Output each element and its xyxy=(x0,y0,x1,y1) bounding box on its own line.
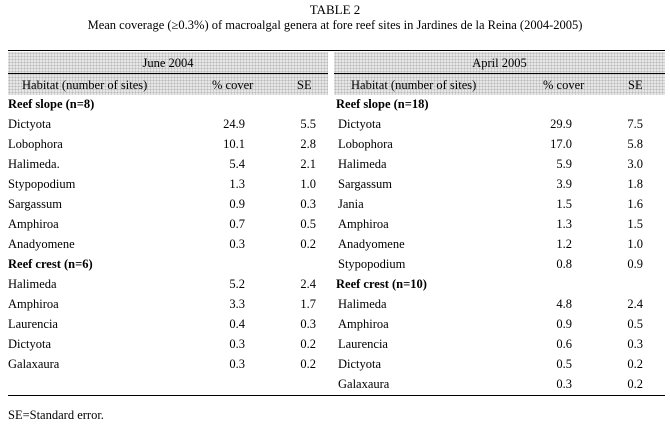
col-habitat-right: Habitat (number of sites) xyxy=(351,78,477,92)
se-value: 1.0 xyxy=(300,177,316,191)
cover-value: 0.7 xyxy=(229,217,245,231)
table-top-rule xyxy=(8,50,665,51)
genus-name: Halimeda xyxy=(338,297,387,311)
se-value: 0.5 xyxy=(627,317,643,331)
cover-value: 3.3 xyxy=(229,297,245,311)
se-value: 2.4 xyxy=(300,277,316,291)
table-title: TABLE 2 xyxy=(309,2,361,17)
genus-name: Laurencia xyxy=(8,317,58,331)
genus-name: Galaxaura xyxy=(338,377,390,391)
period-underline-left xyxy=(8,73,328,74)
genus-name: Dictyota xyxy=(8,337,52,351)
genus-name: Anadyomene xyxy=(338,237,405,251)
se-value: 1.0 xyxy=(627,237,643,251)
genus-name: Galaxaura xyxy=(8,357,60,371)
se-value: 5.5 xyxy=(300,117,316,131)
se-value: 2.4 xyxy=(627,297,643,311)
table-caption: Mean coverage (≥0.3%) of macroalgal genera at fore reef sites in Jardines de la Reina (2004-2005) xyxy=(87,18,583,32)
cover-value: 0.3 xyxy=(229,337,245,351)
genus-name: Lobophora xyxy=(338,137,393,151)
cover-value: 17.0 xyxy=(550,137,572,151)
genus-name: Halimeda xyxy=(338,157,387,171)
cover-value: 0.3 xyxy=(229,357,245,371)
genus-name: Dictyota xyxy=(338,117,382,131)
se-value: 0.2 xyxy=(627,357,643,371)
genus-name: Halimeda. xyxy=(8,157,60,171)
genus-name: Jania xyxy=(338,197,364,211)
se-value: 3.0 xyxy=(627,157,643,171)
cover-value: 0.6 xyxy=(556,337,572,351)
se-value: 7.5 xyxy=(627,117,643,131)
col-se-left: SE xyxy=(297,78,312,92)
cover-value: 0.3 xyxy=(229,237,245,251)
cover-value: 0.9 xyxy=(229,197,245,211)
cover-value: 10.1 xyxy=(223,137,245,151)
cover-value: 0.3 xyxy=(556,377,572,391)
genus-name: Dictyota xyxy=(338,357,382,371)
col-cover-right: % cover xyxy=(543,78,585,92)
genus-name: Amphiroa xyxy=(8,297,59,311)
genus-name: Stypopodium xyxy=(338,257,406,271)
genus-name: Dictyota xyxy=(8,117,52,131)
genus-name: Lobophora xyxy=(8,137,63,151)
cover-value: 0.4 xyxy=(229,317,245,331)
cover-value: 0.8 xyxy=(556,257,572,271)
se-value: 0.3 xyxy=(627,337,643,351)
se-value: 0.2 xyxy=(300,237,316,251)
cover-value: 5.9 xyxy=(556,157,572,171)
se-value: 1.5 xyxy=(627,217,643,231)
cover-value: 29.9 xyxy=(550,117,572,131)
cover-value: 1.3 xyxy=(556,217,572,231)
genus-name: Laurencia xyxy=(338,337,388,351)
genus-name: Halimeda xyxy=(8,277,57,291)
cover-value: 4.8 xyxy=(556,297,572,311)
period-underline-right xyxy=(334,73,665,74)
se-value: 1.6 xyxy=(627,197,643,211)
period-header-left: June 2004 xyxy=(142,56,194,70)
se-value: 0.3 xyxy=(300,197,316,211)
cover-value: 1.5 xyxy=(556,197,572,211)
se-value: 2.8 xyxy=(300,137,316,151)
se-value: 2.1 xyxy=(300,157,316,171)
se-value: 1.8 xyxy=(627,177,643,191)
cover-value: 0.9 xyxy=(556,317,572,331)
cover-value: 3.9 xyxy=(556,177,572,191)
section-label: Reef slope (n=8) xyxy=(8,97,95,111)
se-value: 1.7 xyxy=(300,297,316,311)
table-bottom-rule xyxy=(8,395,665,396)
col-habitat-left: Habitat (number of sites) xyxy=(22,78,148,92)
genus-name: Sargassum xyxy=(8,197,62,211)
col-cover-left: % cover xyxy=(212,78,254,92)
se-value: 5.8 xyxy=(627,137,643,151)
footnote: SE=Standard error. xyxy=(8,408,104,422)
cover-value: 0.5 xyxy=(556,357,572,371)
se-value: 0.5 xyxy=(300,217,316,231)
col-se-right: SE xyxy=(628,78,643,92)
se-value: 0.9 xyxy=(627,257,643,271)
se-value: 0.3 xyxy=(300,317,316,331)
genus-name: Anadyomene xyxy=(8,237,75,251)
section-label: Reef slope (n=18) xyxy=(336,97,429,111)
genus-name: Stypopodium xyxy=(8,177,76,191)
genus-name: Amphiroa xyxy=(338,317,389,331)
period-header-right: April 2005 xyxy=(472,56,527,70)
cover-value: 1.2 xyxy=(556,237,572,251)
se-value: 0.2 xyxy=(300,337,316,351)
cover-value: 5.2 xyxy=(229,277,245,291)
genus-name: Amphiroa xyxy=(338,217,389,231)
se-value: 0.2 xyxy=(627,377,643,391)
genus-name: Amphiroa xyxy=(8,217,59,231)
section-label: Reef crest (n=10) xyxy=(336,277,427,291)
section-label: Reef crest (n=6) xyxy=(8,257,93,271)
se-value: 0.2 xyxy=(300,357,316,371)
cover-value: 1.3 xyxy=(229,177,245,191)
cover-value: 24.9 xyxy=(223,117,245,131)
cover-value: 5.4 xyxy=(229,157,245,171)
genus-name: Sargassum xyxy=(338,177,392,191)
